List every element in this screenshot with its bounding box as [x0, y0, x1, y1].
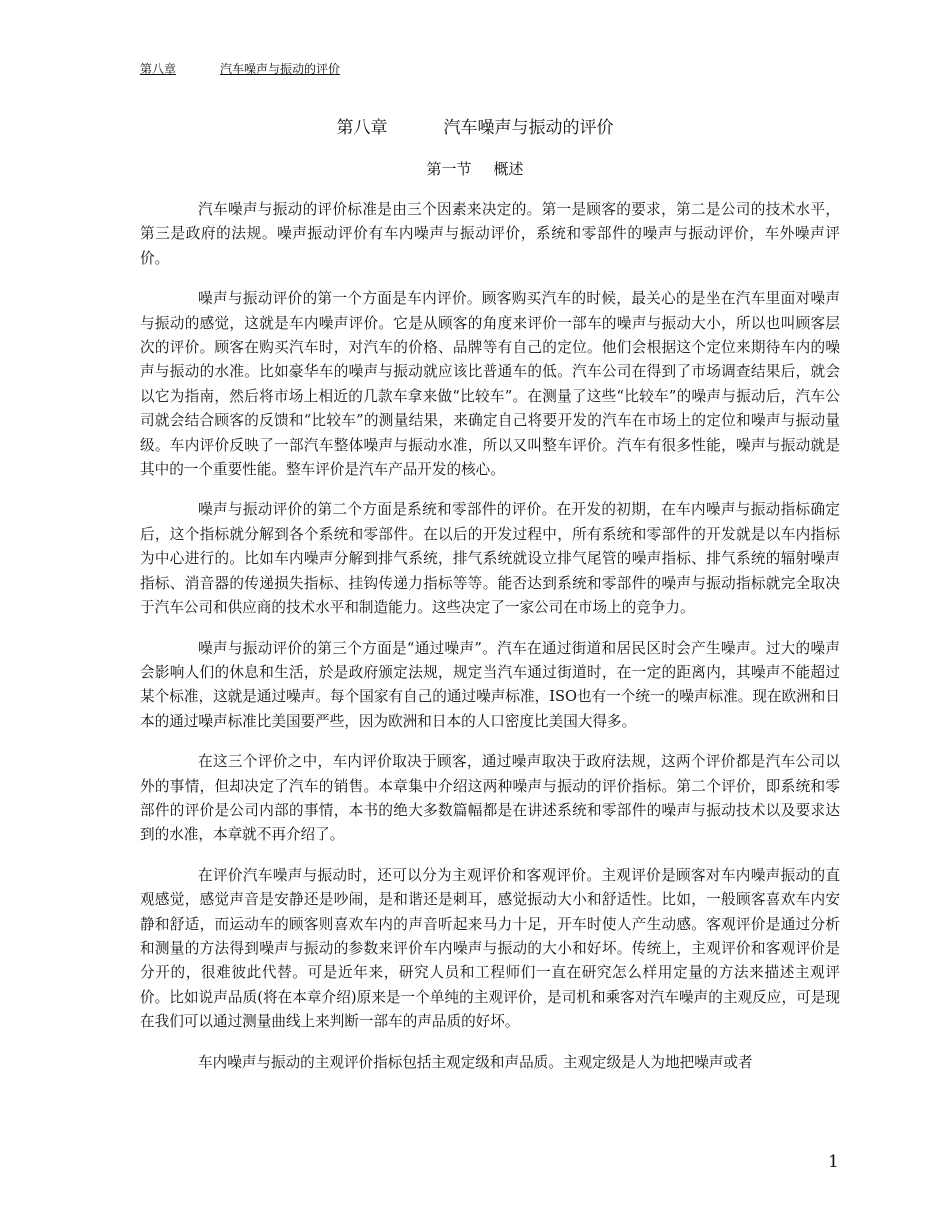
paragraph: 车内噪声与振动的主观评价指标包括主观定级和声品质。主观定级是人为地把噪声或者: [198, 1053, 753, 1071]
running-header: [140, 60, 340, 77]
section-number: 第一节: [426, 160, 472, 178]
section-heading: [0, 158, 950, 179]
running-header-title: 汽车噪声与振动的评价: [220, 62, 341, 76]
section-title: 概述: [493, 160, 524, 178]
page-number: 1: [828, 1152, 839, 1172]
paragraph: 汽车噪声与振动的评价标准是由三个因素来决定的。第一是顾客的要求，第二是公司的技术水平，第三是政府的法规。噪声振动评价有车内噪声与振动评价，系统和零部件的噪声与振动评价，车外噪声评价。: [140, 201, 840, 267]
running-header-chapter: 第八章: [140, 62, 177, 76]
paragraph: 噪声与振动评价的第三个方面是“通过噪声”。汽车在通过街道和居民区时会产生噪声。过大的噪声会影响人们的休息和生活，於是政府颁定法规，规定当汽车通过街道时，在一定的距离内，其噪声不能超过某个标准，这就是通过噪声。每个国家有自己的通过噪声标准，ISO也有一个统一的噪声标准。现在欧洲和日本的通过噪声标准比美国要严些，因为欧洲和日本的人口密度比美国大得多。: [140, 639, 840, 730]
chapter-title: 汽车噪声与振动的评价: [443, 118, 614, 138]
paragraph: 噪声与振动评价的第二个方面是系统和零部件的评价。在开发的初期，在车内噪声与振动指标确定后，这个指标就分解到各个系统和零部件。在以后的开发过程中，所有系统和零部件的开发就是以车内指标为中心进行的。比如车内噪声分解到排气系统，排气系统就设立排气尾管的噪声指标、排气系统的辐射噪声指标、消音器的传递损失指标、挂钩传递力指标等等。能否达到系统和零部件的噪声与振动指标就完全取决于汽车公司和供应商的技术水平和制造能力。这些决定了一家公司在市场上的竞争力。: [140, 501, 840, 617]
chapter-number: 第八章: [336, 118, 388, 138]
body-text: [140, 198, 840, 1091]
chapter-heading: [0, 113, 950, 138]
paragraph: 噪声与振动评价的第一个方面是车内评价。顾客购买汽车的时候，最关心的是坐在汽车里面对噪声与振动的感觉，这就是车内噪声评价。它是从顾客的角度来评价一部车的噪声与振动大小，所以也叫顾客层次的评价。顾客在购买汽车时，对汽车的价格、品牌等有自己的定位。他们会根据这个定位来期待车内的噪声与振动的水准。比如豪华车的噪声与振动就应该比普通车的低。汽车公司在得到了市场调查结果后，就会以它为指南，然后将市场上相近的几款车拿来做“比较车”。在测量了这些“比较车”的噪声与振动后，汽车公司就会结合顾客的反馈和“比较车”的测量结果，来确定自己将要开发的汽车在市场上的定位和噪声与振动量级。车内评价反映了一部汽车整体噪声与振动水准，所以又叫整车评价。汽车有很多性能，噪声与振动就是其中的一个重要性能。整车评价是汽车产品开发的核心。: [140, 290, 840, 479]
paragraph: 在评价汽车噪声与振动时，还可以分为主观评价和客观评价。主观评价是顾客对车内噪声振动的直观感觉，感觉声音是安静还是吵闹，是和谐还是刺耳，感觉振动大小和舒适性。比如，一般顾客喜欢车内安静和舒适，而运动车的顾客则喜欢车内的声音听起来马力十足，开车时使人产生动感。客观评价是通过分析和测量的方法得到噪声与振动的参数来评价车内噪声与振动的大小和好坏。传统上，主观评价和客观评价是分开的，很难彼此代替。可是近年来，研究人员和工程师们一直在研究怎么样用定量的方法来描述主观评价。比如说声品质(将在本章介绍)原来是一个单纯的主观评价，是司机和乘客对汽车噪声的主观反应，可是现在我们可以通过测量曲线上来判断一部车的声品质的好坏。: [140, 866, 840, 1031]
paragraph: 在这三个评价之中，车内评价取决于顾客，通过噪声取决于政府法规，这两个评价都是汽车公司以外的事情，但却决定了汽车的销售。本章集中介绍这两种噪声与振动的评价指标。第二个评价，即系统和零部件的评价是公司内部的事情，本书的绝大多数篇幅都是在讲述系统和零部件的噪声与振动技术以及要求达到的水准，本章就不再介绍了。: [140, 753, 840, 844]
